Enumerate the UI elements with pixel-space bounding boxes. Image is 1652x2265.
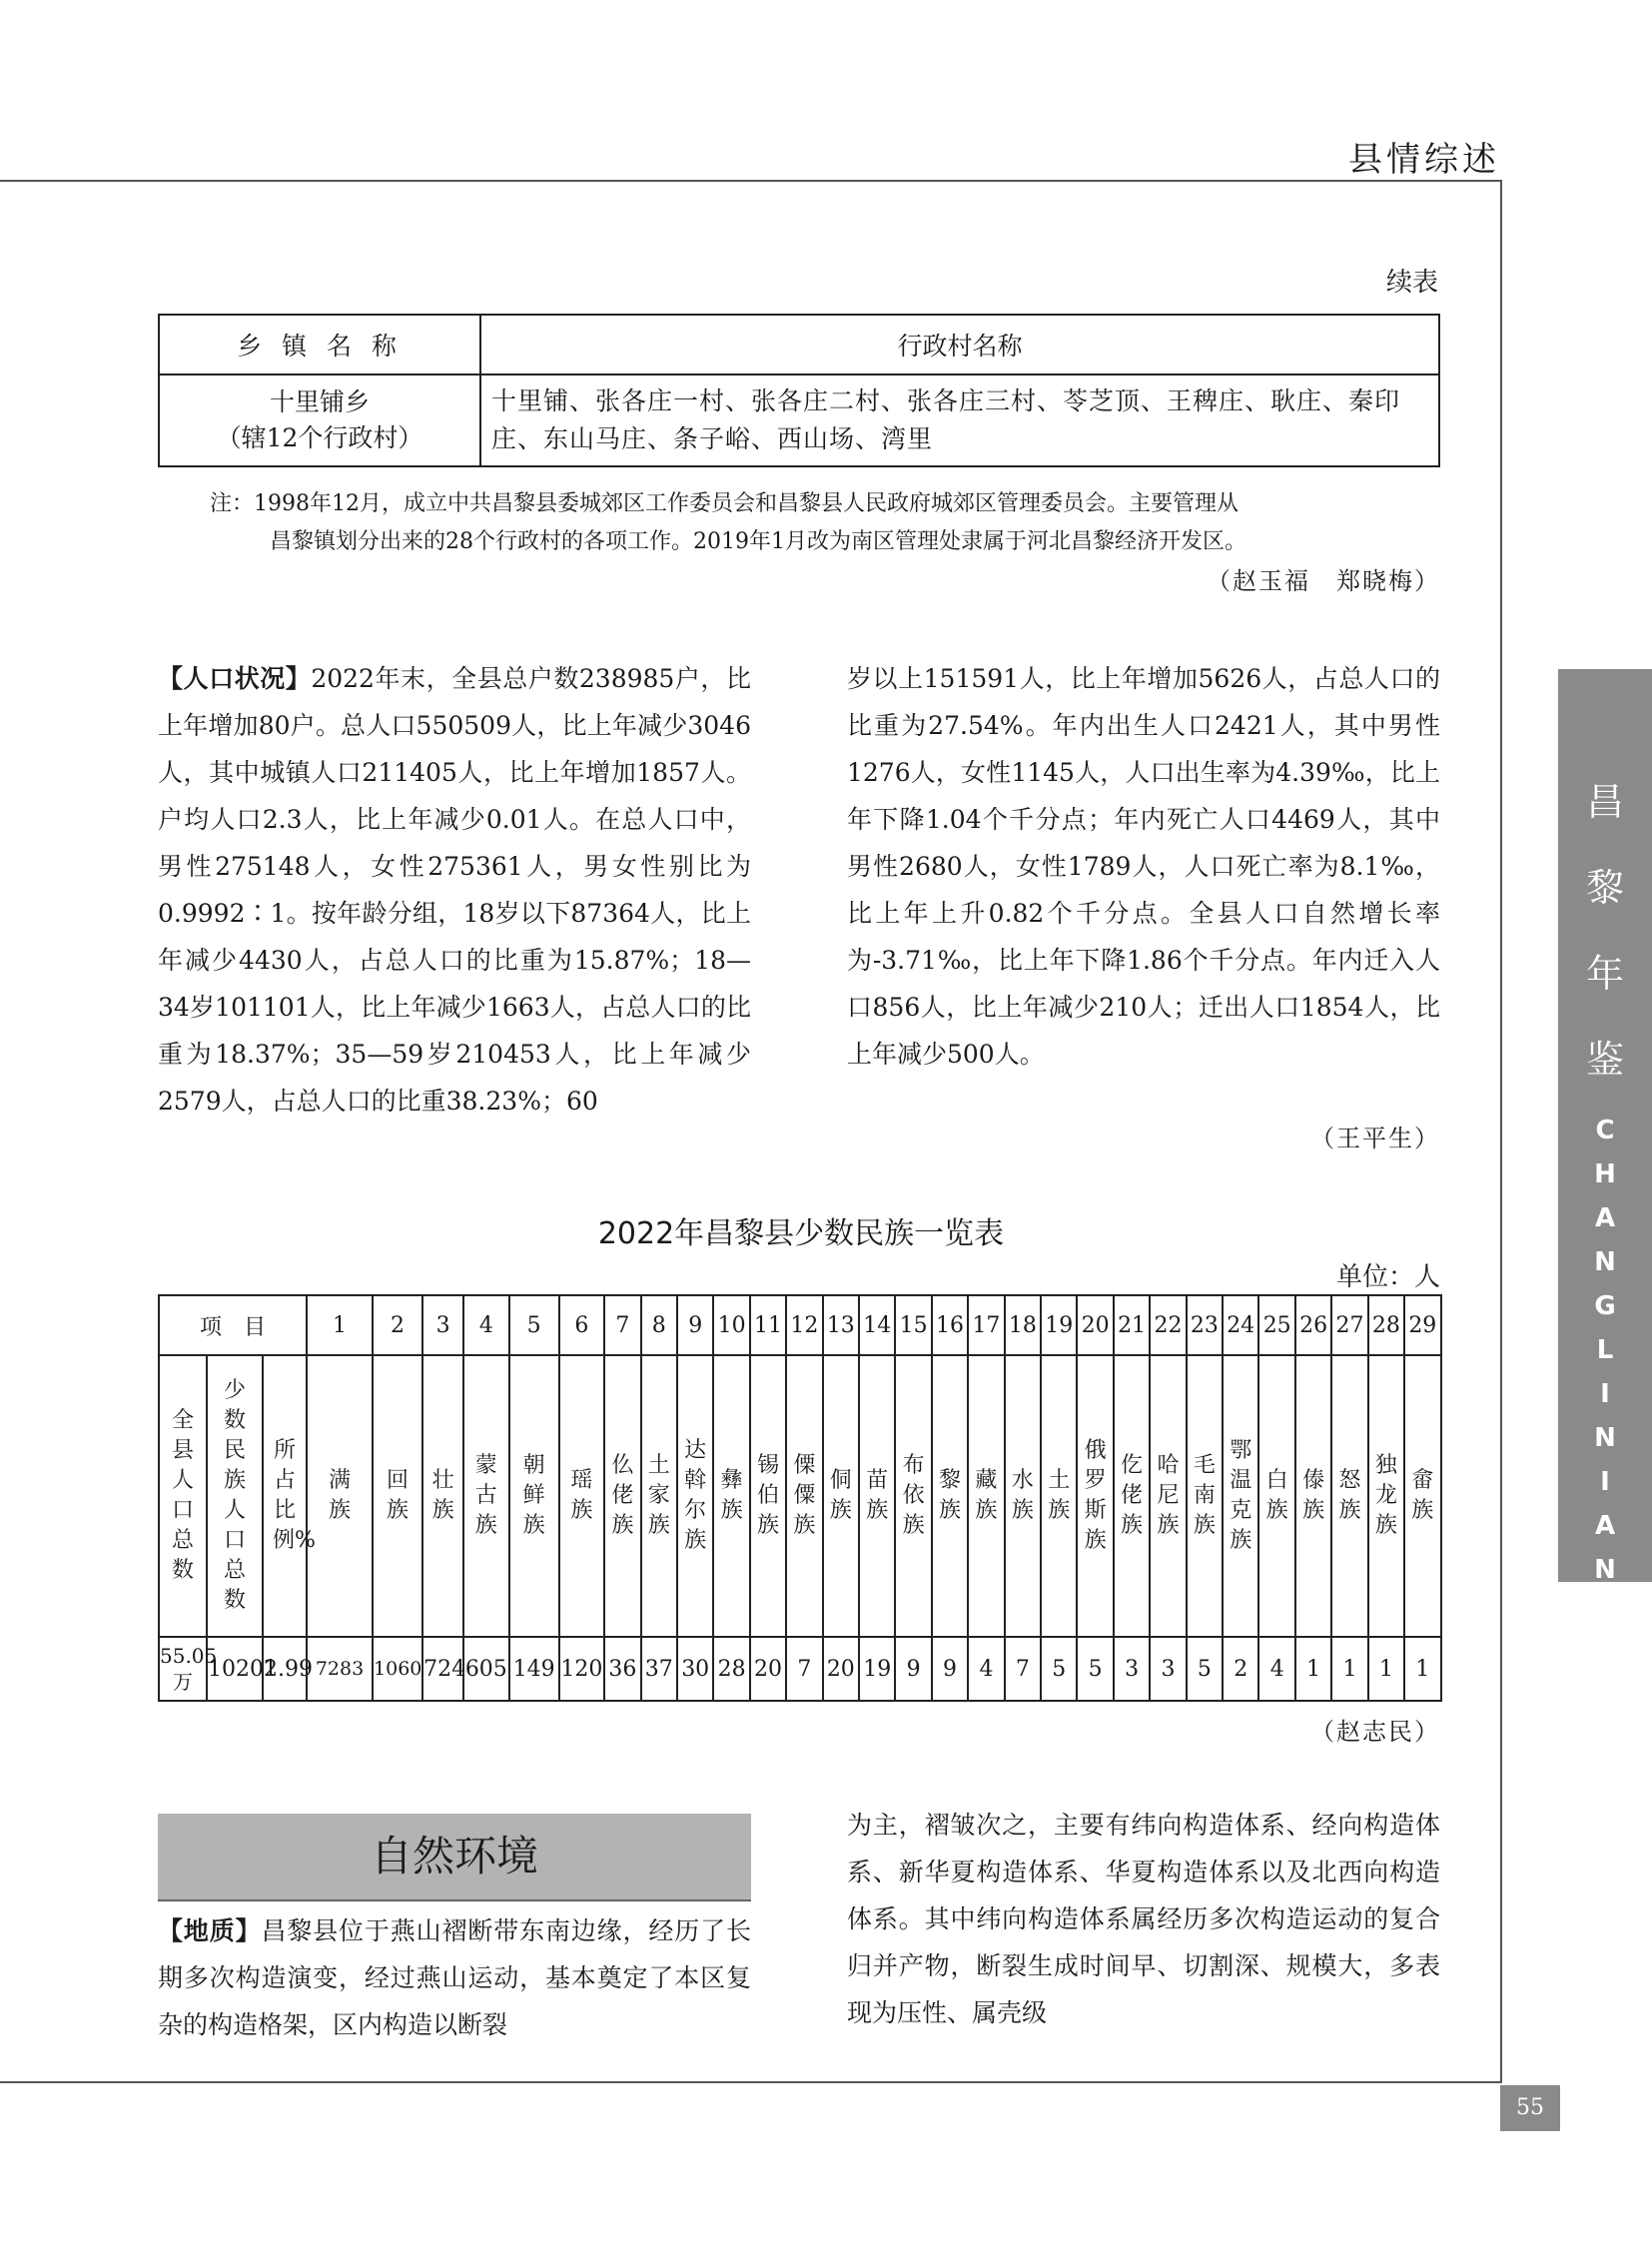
fixed-header <box>207 1355 263 1637</box>
ethnic-name <box>1331 1355 1367 1637</box>
ethnic-value: 149 <box>509 1637 559 1701</box>
ethnic-number: 17 <box>968 1295 1004 1355</box>
geology-text-1: 昌黎县位于燕山褶断带东南边缘，经历了长期多次构造演变，经过燕山运动，基本奠定了本区复杂的构造格架，区内构造以断裂 <box>158 1916 751 2039</box>
ethnic-value: 19 <box>859 1637 895 1701</box>
ethnic-number: 3 <box>422 1295 463 1355</box>
ethnic-name <box>932 1355 968 1637</box>
ethnic-name-text: 毛南族 <box>1193 1453 1216 1538</box>
ethnic-number: 1 <box>307 1295 373 1355</box>
ethnic-table-title: 2022年昌黎县少数民族一览表 <box>597 1216 1005 1251</box>
ethnic-number: 22 <box>1150 1295 1186 1355</box>
ethnic-name-text: 彝族 <box>720 1468 743 1523</box>
ethnic-name <box>1150 1355 1186 1637</box>
ethnic-number: 25 <box>1258 1295 1294 1355</box>
ethnic-value: 3 <box>1114 1637 1150 1701</box>
ethnic-name <box>713 1355 749 1637</box>
fixed-value: 1.99 <box>263 1637 307 1701</box>
geology-col1 <box>158 1907 751 2048</box>
ethnic-name <box>1368 1355 1404 1637</box>
ethnic-number: 26 <box>1295 1295 1331 1355</box>
ethnic-name-text: 朝鲜族 <box>522 1453 545 1538</box>
ethnic-value: 605 <box>463 1637 509 1701</box>
item-header: 项 目 <box>159 1295 307 1355</box>
table-note <box>210 485 1440 561</box>
ethnic-value: 20 <box>750 1637 786 1701</box>
ethnic-value: 4 <box>968 1637 1004 1701</box>
right-margin-rule <box>1500 180 1502 2082</box>
ethnic-value: 5 <box>1041 1637 1077 1701</box>
ethnic-name-text: 独龙族 <box>1374 1453 1397 1538</box>
population-author: （王平生） <box>1310 1125 1440 1152</box>
ethnic-number: 12 <box>786 1295 822 1355</box>
side-char: 黎 <box>1585 866 1624 910</box>
village-col-header: 行政村名称 <box>480 315 1439 375</box>
note-author: （赵玉福 郑晓梅） <box>1207 567 1440 595</box>
side-letter: I <box>1600 1643 1610 1673</box>
side-char: 年 <box>1585 952 1624 996</box>
fixed-header <box>159 1355 207 1637</box>
ethnic-name <box>463 1355 509 1637</box>
town-village-count: （辖12个行政村） <box>216 423 423 452</box>
ethnic-name-text: 瑶族 <box>570 1468 593 1523</box>
ethnic-name <box>422 1355 463 1637</box>
ethnic-name-text: 布依族 <box>902 1453 925 1538</box>
ethnic-name-text: 达斡尔族 <box>684 1438 707 1553</box>
page-number: 55 <box>1500 2085 1560 2131</box>
footer-rule <box>0 2081 1502 2083</box>
ethnic-value: 9 <box>895 1637 931 1701</box>
side-letter: I <box>1600 1379 1610 1409</box>
ethnic-name-text: 仫佬族 <box>611 1453 634 1538</box>
ethnic-name-text: 苗族 <box>866 1468 889 1523</box>
ethnic-number: 13 <box>823 1295 859 1355</box>
ethnic-name-text: 土家族 <box>647 1453 670 1538</box>
town-table <box>158 314 1440 467</box>
ethnic-number: 15 <box>895 1295 931 1355</box>
section-heading-nature: 自然环境 <box>158 1814 751 1901</box>
running-header: 县情综述 <box>1348 140 1500 180</box>
ethnic-name <box>968 1355 1004 1637</box>
ethnic-value: 1 <box>1368 1637 1404 1701</box>
ethnic-name-text: 哈尼族 <box>1157 1453 1180 1538</box>
ethnic-number: 23 <box>1187 1295 1223 1355</box>
ethnic-value: 5 <box>1187 1637 1223 1701</box>
ethnic-name-text: 土族 <box>1048 1468 1071 1523</box>
side-letter: H <box>1594 1159 1616 1189</box>
side-letter: N <box>1594 1731 1616 1761</box>
ethnic-name-text: 仡佬族 <box>1121 1453 1144 1538</box>
ethnic-number: 8 <box>641 1295 677 1355</box>
side-letter: N <box>1594 1555 1616 1585</box>
town-name: 十里铺乡 <box>269 387 370 416</box>
header-rule <box>0 180 1502 182</box>
ethnic-name <box>1404 1355 1440 1637</box>
side-letter: I <box>1600 1467 1610 1497</box>
ethnic-number: 7 <box>604 1295 640 1355</box>
ethnic-name-text: 黎族 <box>939 1468 962 1523</box>
ethnic-value: 120 <box>559 1637 605 1701</box>
ethnic-value: 1 <box>1404 1637 1440 1701</box>
geology-col2: 为主，褶皱次之，主要有纬向构造体系、经向构造体系、新华夏构造体系、华夏构造体系以及北西向构造体系。其中纬向构造体系属经历多次构造运动的复合归并产物，断裂生成时间早、切割深、规模大，多表现为压性、属壳级 <box>847 1811 1440 2027</box>
fixed-header <box>263 1355 316 1637</box>
ethnic-name <box>307 1355 373 1637</box>
ethnic-name-text: 白族 <box>1265 1468 1288 1523</box>
ethnic-name <box>1223 1355 1258 1637</box>
ethnic-number: 14 <box>859 1295 895 1355</box>
ethnic-name-text: 锡伯族 <box>756 1453 779 1538</box>
side-letter: A <box>1594 1687 1616 1717</box>
ethnic-name <box>373 1355 422 1637</box>
ethnic-name <box>1005 1355 1041 1637</box>
ethnic-number: 24 <box>1223 1295 1258 1355</box>
geology-label: 【地质】 <box>158 1916 262 1945</box>
ethnic-number: 9 <box>677 1295 713 1355</box>
ethnic-number: 10 <box>713 1295 749 1355</box>
ethnic-name <box>509 1355 559 1637</box>
ethnic-value: 36 <box>604 1637 640 1701</box>
side-letter: N <box>1594 1247 1616 1277</box>
ethnic-name <box>786 1355 822 1637</box>
town-col-header: 乡 镇 名 称 <box>159 315 480 375</box>
ethnic-number: 19 <box>1041 1295 1077 1355</box>
ethnic-name <box>859 1355 895 1637</box>
ethnic-name <box>823 1355 859 1637</box>
ethnic-name <box>1187 1355 1223 1637</box>
side-letter: N <box>1594 1423 1616 1453</box>
ethnic-name-text: 藏族 <box>975 1468 998 1523</box>
ethnic-name-text: 傣族 <box>1302 1468 1325 1523</box>
ethnic-number: 4 <box>463 1295 509 1355</box>
ethnic-name-text: 水族 <box>1011 1468 1034 1523</box>
ethnic-value: 37 <box>641 1637 677 1701</box>
side-tab-cn <box>1558 759 1652 1103</box>
ethnic-value: 5 <box>1077 1637 1113 1701</box>
ethnic-table-unit: 单位：人 <box>1335 1262 1440 1292</box>
ethnic-value: 4 <box>1258 1637 1294 1701</box>
ethnic-value: 7 <box>1005 1637 1041 1701</box>
ethnic-value: 9 <box>932 1637 968 1701</box>
ethnic-name <box>1258 1355 1294 1637</box>
side-letter: L <box>1596 1335 1614 1365</box>
ethnic-name-text: 俄罗斯族 <box>1084 1438 1107 1553</box>
ethnic-number: 2 <box>373 1295 422 1355</box>
ethnic-number: 18 <box>1005 1295 1041 1355</box>
ethnic-table <box>158 1294 1442 1702</box>
ethnic-number: 29 <box>1404 1295 1440 1355</box>
ethnic-author: （赵志民） <box>1310 1718 1440 1746</box>
ethnic-value: 1 <box>1331 1637 1367 1701</box>
ethnic-value: 2 <box>1223 1637 1258 1701</box>
ethnic-value: 28 <box>713 1637 749 1701</box>
ethnic-name <box>1114 1355 1150 1637</box>
ethnic-name-text: 畲族 <box>1411 1468 1434 1523</box>
fixed-header-text: 全县人口总数 <box>171 1408 194 1583</box>
ethnic-name <box>641 1355 677 1637</box>
note-line: 注：1998年12月，成立中共昌黎县委城郊区工作委员会和昌黎县人民政府城郊区管理委员会。主要管理从 <box>210 491 1239 516</box>
ethnic-number: 16 <box>932 1295 968 1355</box>
ethnic-value: 1060 <box>373 1637 422 1701</box>
ethnic-name <box>895 1355 931 1637</box>
ethnic-name <box>1295 1355 1331 1637</box>
ethnic-value: 7283 <box>307 1637 373 1701</box>
ethnic-number: 6 <box>559 1295 605 1355</box>
ethnic-name-text: 鄂温克族 <box>1230 1438 1252 1553</box>
ethnic-value: 20 <box>823 1637 859 1701</box>
side-tab <box>1558 669 1652 1761</box>
ethnic-name <box>1077 1355 1113 1637</box>
ethnic-name <box>559 1355 605 1637</box>
ethnic-value: 1 <box>1295 1637 1331 1701</box>
side-tab-en <box>1558 1109 1652 1768</box>
ethnic-name-text: 壮族 <box>431 1468 454 1523</box>
fixed-header-text: 少数民族人口总数 <box>223 1378 246 1613</box>
side-char: 鉴 <box>1585 1038 1624 1082</box>
ethnic-name <box>677 1355 713 1637</box>
ethnic-name-text: 蒙古族 <box>474 1453 497 1538</box>
ethnic-number: 11 <box>750 1295 786 1355</box>
ethnic-number: 27 <box>1331 1295 1367 1355</box>
ethnic-number: 20 <box>1077 1295 1113 1355</box>
side-letter: J <box>1600 1599 1610 1629</box>
population-text-1: 2022年末，全县总户数238985户，比上年增加80户。总人口550509人，比上年减少3046人，其中城镇人口211405人，比上年增加1857人。户均人口2.3人，比上年减少0.01人。在总人口中，男性275148人，女性275361人，男女性别比为0.9992∶1。按年龄分组，18岁以下87364人，比上年减少4430人，占总人口的比重为15.87%；18—34岁101101人，比上年减少1663人，占总人口的比重为18.37%；35—59岁210453人，比上年减少2579人，占总人口的比重38.23%；60 <box>158 664 751 1116</box>
ethnic-value: 724 <box>422 1637 463 1701</box>
population-label: 【人口状况】 <box>158 664 312 693</box>
ethnic-number: 21 <box>1114 1295 1150 1355</box>
ethnic-name <box>1041 1355 1077 1637</box>
fixed-value: 10202 <box>207 1637 263 1701</box>
note-line: 昌黎镇划分出来的28个行政村的各项工作。2019年1月改为南区管理处隶属于河北昌黎经济开发区。 <box>270 529 1246 554</box>
fixed-header-text: 所占比例% <box>273 1438 316 1553</box>
side-letter: C <box>1595 1116 1615 1145</box>
ethnic-value: 7 <box>786 1637 822 1701</box>
ethnic-name <box>750 1355 786 1637</box>
ethnic-name-text: 怒族 <box>1338 1468 1361 1523</box>
side-char: 昌 <box>1585 780 1624 824</box>
ethnic-name-text: 回族 <box>387 1468 410 1523</box>
ethnic-number: 28 <box>1368 1295 1404 1355</box>
ethnic-name <box>604 1355 640 1637</box>
ethnic-name-text: 满族 <box>328 1468 351 1523</box>
ethnic-name-text: 侗族 <box>829 1468 852 1523</box>
village-list: 十里铺、张各庄一村、张各庄二村、张各庄三村、苓芝顶、王稗庄、耿庄、秦印庄、东山马庄、条子峪、西山场、湾里 <box>480 375 1439 466</box>
town-cell <box>159 375 480 466</box>
side-letter: A <box>1594 1203 1616 1233</box>
side-letter: A <box>1594 1511 1616 1541</box>
population-col1 <box>158 655 751 1125</box>
population-col2: 岁以上151591人，比上年增加5626人，占总人口的比重为27.54%。年内出生人口2421人，其中男性1276人，女性1145人，人口出生率为4.39‰，比上年下降1.04个千分点；年内死亡人口4469人，其中男性2680人，女性1789人，人口死亡率为8.1‰，比上年上升0.82个千分点。全县人口自然增长率为-3.71‰，比上年下降1.86个千分点。年内迁入人口856人，比上年减少210人；迁出人口1854人，比上年减少500人。 <box>847 664 1440 1069</box>
side-letter: G <box>1594 1291 1616 1321</box>
ethnic-value: 3 <box>1150 1637 1186 1701</box>
ethnic-value: 30 <box>677 1637 713 1701</box>
continued-label: 续表 <box>1385 268 1438 298</box>
ethnic-number: 5 <box>509 1295 559 1355</box>
fixed-value: 55.05万 <box>159 1637 207 1701</box>
ethnic-name-text: 傈僳族 <box>793 1453 816 1538</box>
